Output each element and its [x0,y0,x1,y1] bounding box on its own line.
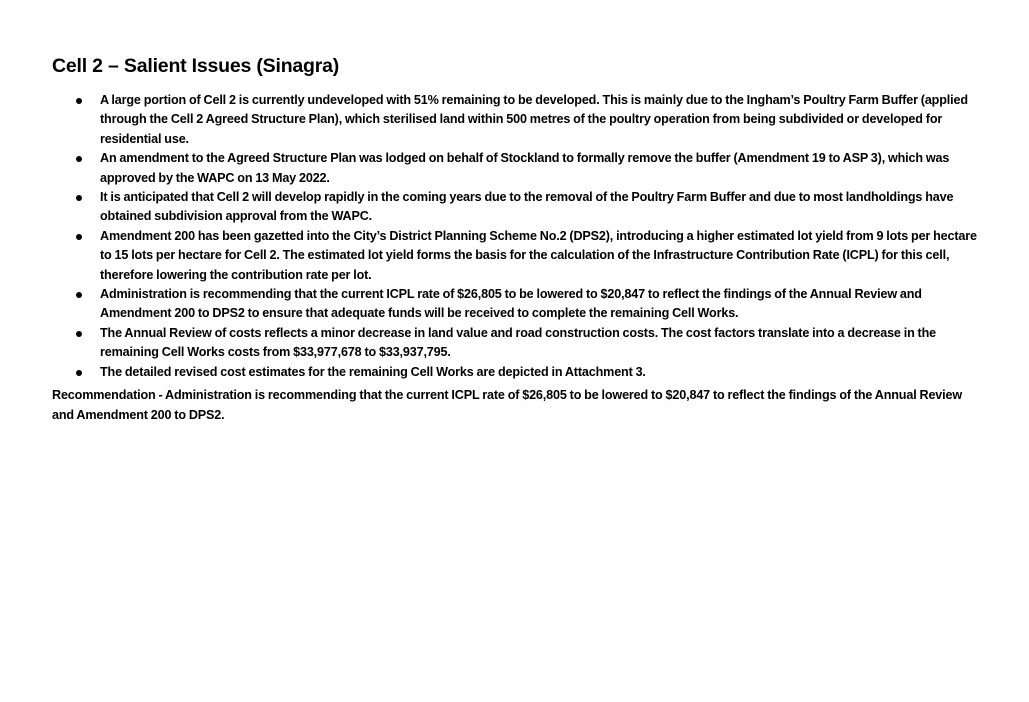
list-item-text: Amendment 200 has been gazetted into the City’s District Planning Scheme No.2 (DPS2), introducing a higher estimated lot yield from 9 lots per hectare to 15 lots per hectare for Cell 2. The estimated lot yield forms the basis for the calculation of the Infrastructure Contribution Rate (ICPL) for this cell, therefore lowering the contribution rate per lot. [100,228,977,282]
list-item [52,324,979,363]
bullet-icon [76,98,82,104]
bullet-icon [76,292,82,298]
list-item [52,188,979,227]
list-item-text: The Annual Review of costs reflects a minor decrease in land value and road construction costs. The cost factors translate into a decrease in the remaining Cell Works costs from $33,977,678 to $33,937,795. [100,325,937,360]
list-item [52,91,979,149]
list-item [52,227,979,285]
bullet-icon [76,370,82,376]
list-item-text: Administration is recommending that the current ICPL rate of $26,805 to be lowered to $20,847 to reflect the findings of the Annual Review and Amendment 200 to DPS2 to ensure that adequate funds will be received to complete the remaining Cell Works. [100,287,922,321]
bullet-icon [76,156,82,162]
list-item-text: An amendment to the Agreed Structure Plan was lodged on behalf of Stockland to formally remove the buffer (Amendment 19 to ASP 3), which was approved by the WAPC on 13 May 2022. [100,151,950,185]
salient-issues-list [52,91,979,382]
bullet-icon [76,195,82,201]
list-item [52,285,979,324]
list-item [52,149,979,188]
bullet-icon [76,234,82,240]
page-title: Cell 2 – Salient Issues (Sinagra) [52,55,340,77]
bullet-icon [76,331,82,337]
list-item [52,363,979,382]
list-item-text: A large portion of Cell 2 is currently undeveloped with 51% remaining to be developed. This is mainly due to the Ingham’s Poultry Farm Buffer (applied through the Cell 2 Agreed Structure Plan), which sterilised land within 500 metres of the poultry operation from being subdivided or developed for residential use. [100,93,968,146]
list-item-text: It is anticipated that Cell 2 will develop rapidly in the coming years due to the removal of the Poultry Farm Buffer and due to most landholdings have obtained subdivision approval from the WAPC. [100,190,954,224]
recommendation-paragraph: Recommendation - Administration is recommending that the current ICPL rate of $26,805 to be lowered to $20,847 to reflect the findings of the Annual Review and Amendment 200 to DPS2. [52,388,962,422]
list-item-text: The detailed revised cost estimates for the remaining Cell Works are depicted in Attachment 3. [100,364,646,379]
